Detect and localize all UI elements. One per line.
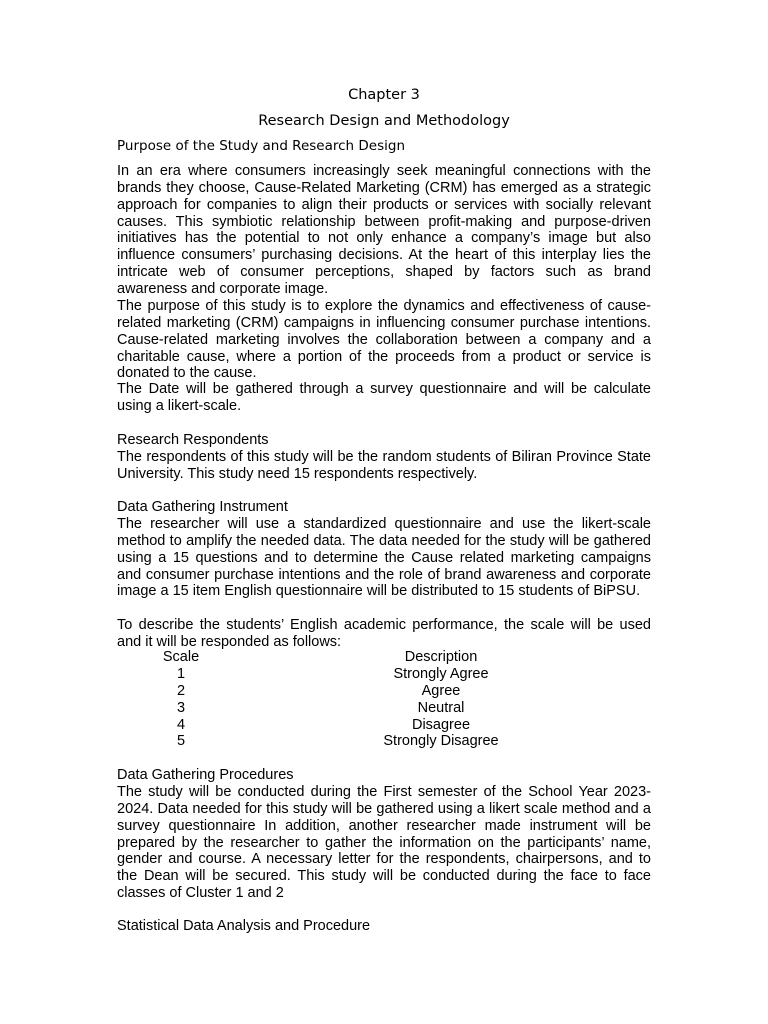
instrument-paragraph-2: To describe the students’ English academic performance, the scale will be used and it will be responded as follows: [117,617,651,650]
likert-scale-table [117,649,651,750]
purpose-paragraph-1: In an era where consumers increasingly seek meaningful connections with the brands they choose, Cause-Related Marketing (CRM) has emerged as a strategic approach for companies to align their products or services with socially relevant causes. This symbiotic relationship between profit-making and purpose-driven initiatives has the potential to not only enhance a company’s image but also influence consumers’ purchasing decisions. At the heart of this interplay lies the intricate web of consumer perceptions, shaped by factors such as brand awareness and corporate image. [117,163,651,297]
section-heading-instrument: Data Gathering Instrument [117,499,288,515]
scale-value: 3 [176,699,186,716]
chapter-number: Chapter 3 [348,87,420,103]
section-heading-procedures: Data Gathering Procedures [117,767,294,783]
scale-value: 2 [176,682,186,699]
table-row [117,717,651,734]
purpose-paragraph-2: The purpose of this study is to explore the dynamics and effectiveness of cause-related marketing (CRM) campaigns in influencing consumer purchase intentions. Cause-related marketing involves the collaboration between a company and a charitable cause, where a portion of the proceeds from a product or service is donated to the cause. [117,298,651,382]
section-heading-respondents: Research Respondents [117,432,269,448]
scale-column-header: Scale [162,649,200,665]
scale-value: 5 [176,733,186,750]
scale-table-header [117,649,651,666]
section-heading-analysis: Statistical Data Analysis and Procedure [117,918,371,934]
table-row [117,666,651,683]
table-row [117,733,651,750]
scale-value: 1 [176,665,186,682]
section-heading-purpose: Purpose of the Study and Research Design [117,138,406,154]
table-row [117,683,651,700]
description-column-header: Description [404,649,478,665]
scale-description: Disagree [411,716,471,733]
chapter-title: Research Design and Methodology [258,113,510,129]
instrument-paragraph-1: The researcher will use a standardized questionnaire and use the likert-scale method to amplify the needed data. The data needed for the study will be gathered using a 15 questions and to determine the Cause related marketing campaigns and consumer purchase intentions and the role of brand awareness and corporate image a 15 item English questionnaire will be distributed to 15 students of BiPSU. [117,516,651,600]
scale-description: Strongly Disagree [383,733,499,750]
procedures-paragraph: The study will be conducted during the First semester of the School Year 2023-2024. Data needed for this study will be gathered using a likert scale method and a survey questionnaire In addition, another researcher made instrument will be prepared by the researcher to gather the information on the participants’ name, gender and course. A necessary letter for the respondents, chairpersons, and to the Dean will be secured. This study will be conducted during the face to face classes of Cluster 1 and 2 [117,784,651,902]
scale-value: 4 [176,716,186,733]
scale-description: Strongly Agree [393,665,489,682]
scale-description: Neutral [417,699,465,716]
respondents-paragraph: The respondents of this study will be the random students of Biliran Province State University. This study need 15 respondents respectively. [117,449,651,482]
table-row [117,700,651,717]
scale-description: Agree [421,682,461,699]
purpose-paragraph-3: The Date will be gathered through a survey questionnaire and will be calculate using a likert-scale. [117,381,651,414]
